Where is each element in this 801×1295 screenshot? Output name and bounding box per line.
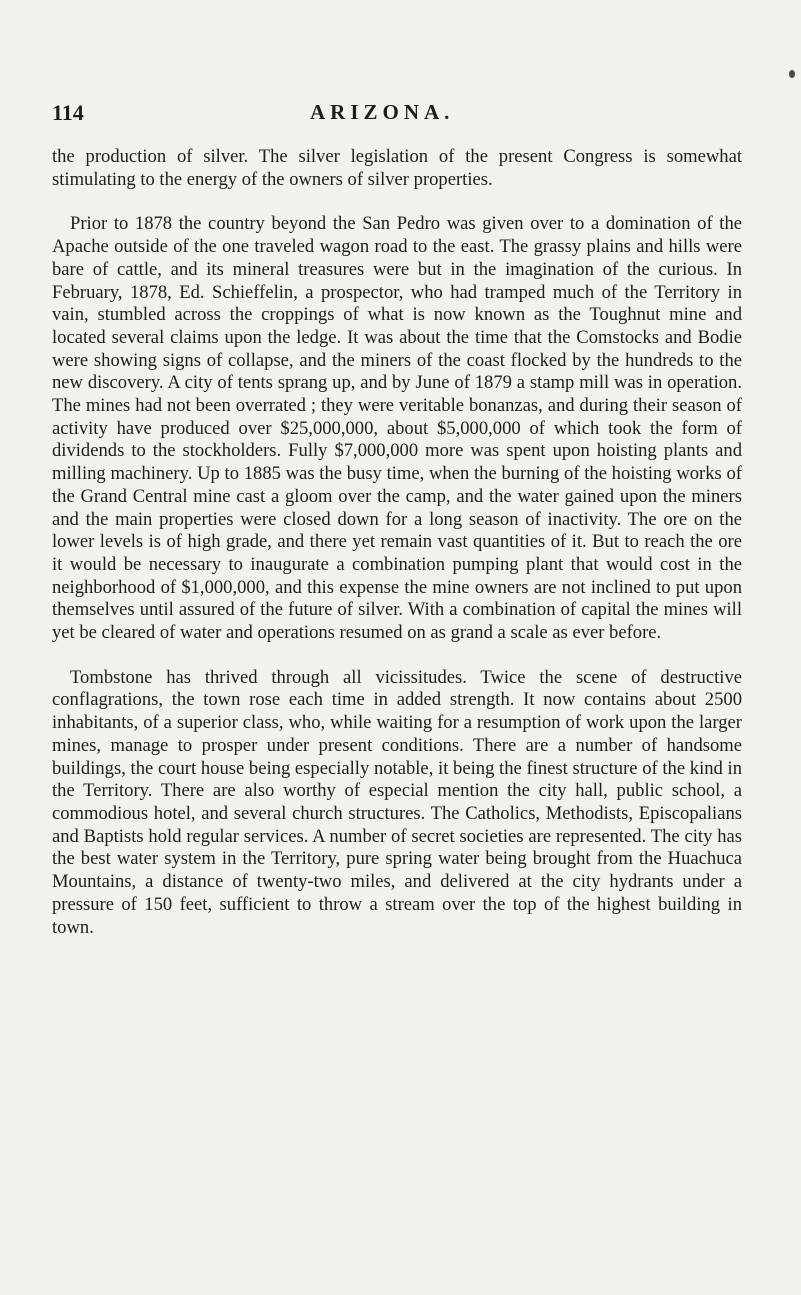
- paragraph-1: the production of silver. The silver legislation of the present Congress is somewhat stimulating to the energy of the owners of silver properties.: [52, 146, 742, 190]
- paragraph-2: Prior to 1878 the country beyond the San Pedro was given over to a domination of the Apache outside of the one traveled wagon road to the east. The grassy plains and hills were bare of cattle, and its mineral treasures were but in the imagination of the curious. In February, 1878, Ed. Schieffelin, a prospector, who had tramped much of the Territory in vain, stumbled across the croppings of what is now known as the Toughnut mine and located several claims upon the ledge. It was about the time that the Comstocks and Bodie were showing signs of collapse, and the miners of the coast flocked by the hundreds to the new discovery. A city of tents sprang up, and by June of 1879 a stamp mill was in operation. The mines had not been overrated ; they were veritable bonanzas, and during their season of activity have produced over $25,000,000, about $5,000,000 of which took the form of dividends to the stockholders. Fully $7,000,000 more was spent upon hoisting plants and milling machinery. Up to 1885 was the busy time, when the burning of the hoisting works of the Grand Central mine cast a gloom over the camp, and the water gained upon the miners and the main properties were closed down for a long season of inactivity. The ore on the lower levels is of high grade, and there yet remain vast quantities of it. But to reach the ore it would be necessary to inaugurate a combination pumping plant that would cost in the neighborhood of $1,000,000, and this expense the mine owners are not inclined to put upon themselves until assured of the future of silver. With a combination of capital the mines will yet be cleared of water and operations resumed on as grand a scale as ever before.: [52, 213, 742, 644]
- page-speck: [789, 70, 795, 78]
- running-title: ARIZONA.: [310, 100, 455, 124]
- paragraph-3: Tombstone has thrived through all vicissitudes. Twice the scene of destructive conflagrations, the town rose each time in added strength. It now contains about 2500 inhabitants, of a superior class, who, while waiting for a resumption of work upon the larger mines, manage to prosper under present conditions. There are a number of handsome buildings, the court house being especially notable, it being the finest structure of the kind in the Territory. There are also worthy of especial mention the city hall, public school, a commodious hotel, and several church structures. The Catholics, Methodists, Episcopalians and Baptists hold regular services. A number of secret societies are represented. The city has the best water system in the Territory, pure spring water being brought from the Huachuca Mountains, a distance of twenty-two miles, and delivered at the city hydrants under a pressure of 150 feet, sufficient to throw a stream over the top of the highest building in town.: [52, 666, 742, 938]
- body-text: [52, 146, 742, 939]
- page-number: 114: [52, 100, 84, 125]
- page-header: [52, 100, 742, 132]
